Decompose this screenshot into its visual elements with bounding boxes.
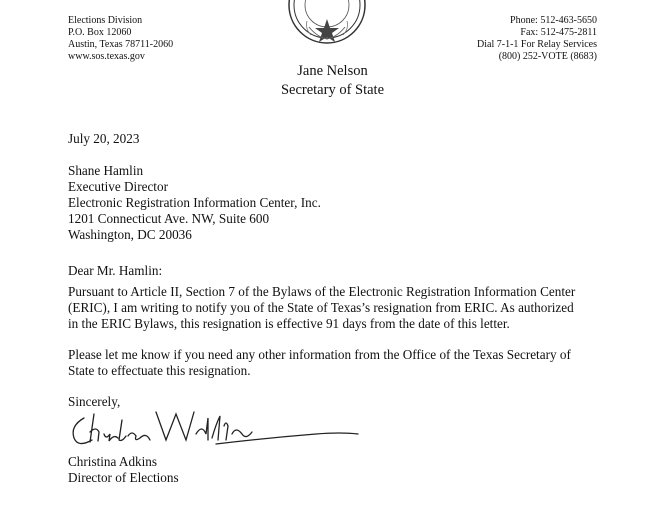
signer-name: Christina Adkins <box>68 454 158 469</box>
signer-block <box>68 454 179 486</box>
website-link: www.sos.texas.gov <box>68 51 145 62</box>
city-state-zip: Austin, Texas 78711-2060 <box>68 39 174 50</box>
fax-number: Fax: 512-475-2811 <box>520 27 597 38</box>
salutation: Dear Mr. Hamlin: <box>68 263 163 278</box>
paragraph-line: (ERIC), I am writing to notify you of the State of Texas’s resignation from ERIC. As authorized <box>68 300 574 315</box>
official-title: Secretary of State <box>280 82 385 98</box>
letterhead-contact-right <box>477 15 597 63</box>
paragraph-line: Please let me know if you need any other information from the Office of the Texas Secretary of <box>68 347 571 362</box>
recipient-organization: Electronic Registration Information Center, Inc. <box>68 195 321 210</box>
paragraph-line: State to effectuate this resignation. <box>68 363 251 378</box>
letterhead-contact-left <box>68 15 173 63</box>
phone-number: Phone: 512-463-5650 <box>510 15 597 26</box>
signer-title: Director of Elections <box>68 470 179 485</box>
recipient-address <box>68 163 628 243</box>
recipient-city: Washington, DC 20036 <box>68 227 192 242</box>
vote-hotline: (800) 252-VOTE (8683) <box>498 51 597 62</box>
letter-date: July 20, 2023 <box>68 131 140 146</box>
paragraph-resignation <box>68 284 628 332</box>
paragraph-line: in the ERIC Bylaws, this resignation is effective 91 days from the date of this letter. <box>68 316 510 331</box>
recipient-title: Executive Director <box>68 179 168 194</box>
official-block <box>0 62 665 100</box>
division-name: Elections Division <box>68 15 143 26</box>
paragraph-contact <box>68 347 628 379</box>
po-box: P.O. Box 12060 <box>68 27 132 38</box>
paragraph-line: Pursuant to Article II, Section 7 of the Bylaws of the Electronic Registration Information Center <box>68 284 576 299</box>
recipient-street: 1201 Connecticut Ave. NW, Suite 600 <box>68 211 270 226</box>
relay-services: Dial 7-1-1 For Relay Services <box>477 39 597 50</box>
official-name: Jane Nelson <box>297 63 368 79</box>
closing: Sincerely, <box>68 394 121 409</box>
handwritten-signature <box>66 404 366 454</box>
texas-state-seal-icon <box>287 0 367 45</box>
recipient-name: Shane Hamlin <box>68 163 144 178</box>
